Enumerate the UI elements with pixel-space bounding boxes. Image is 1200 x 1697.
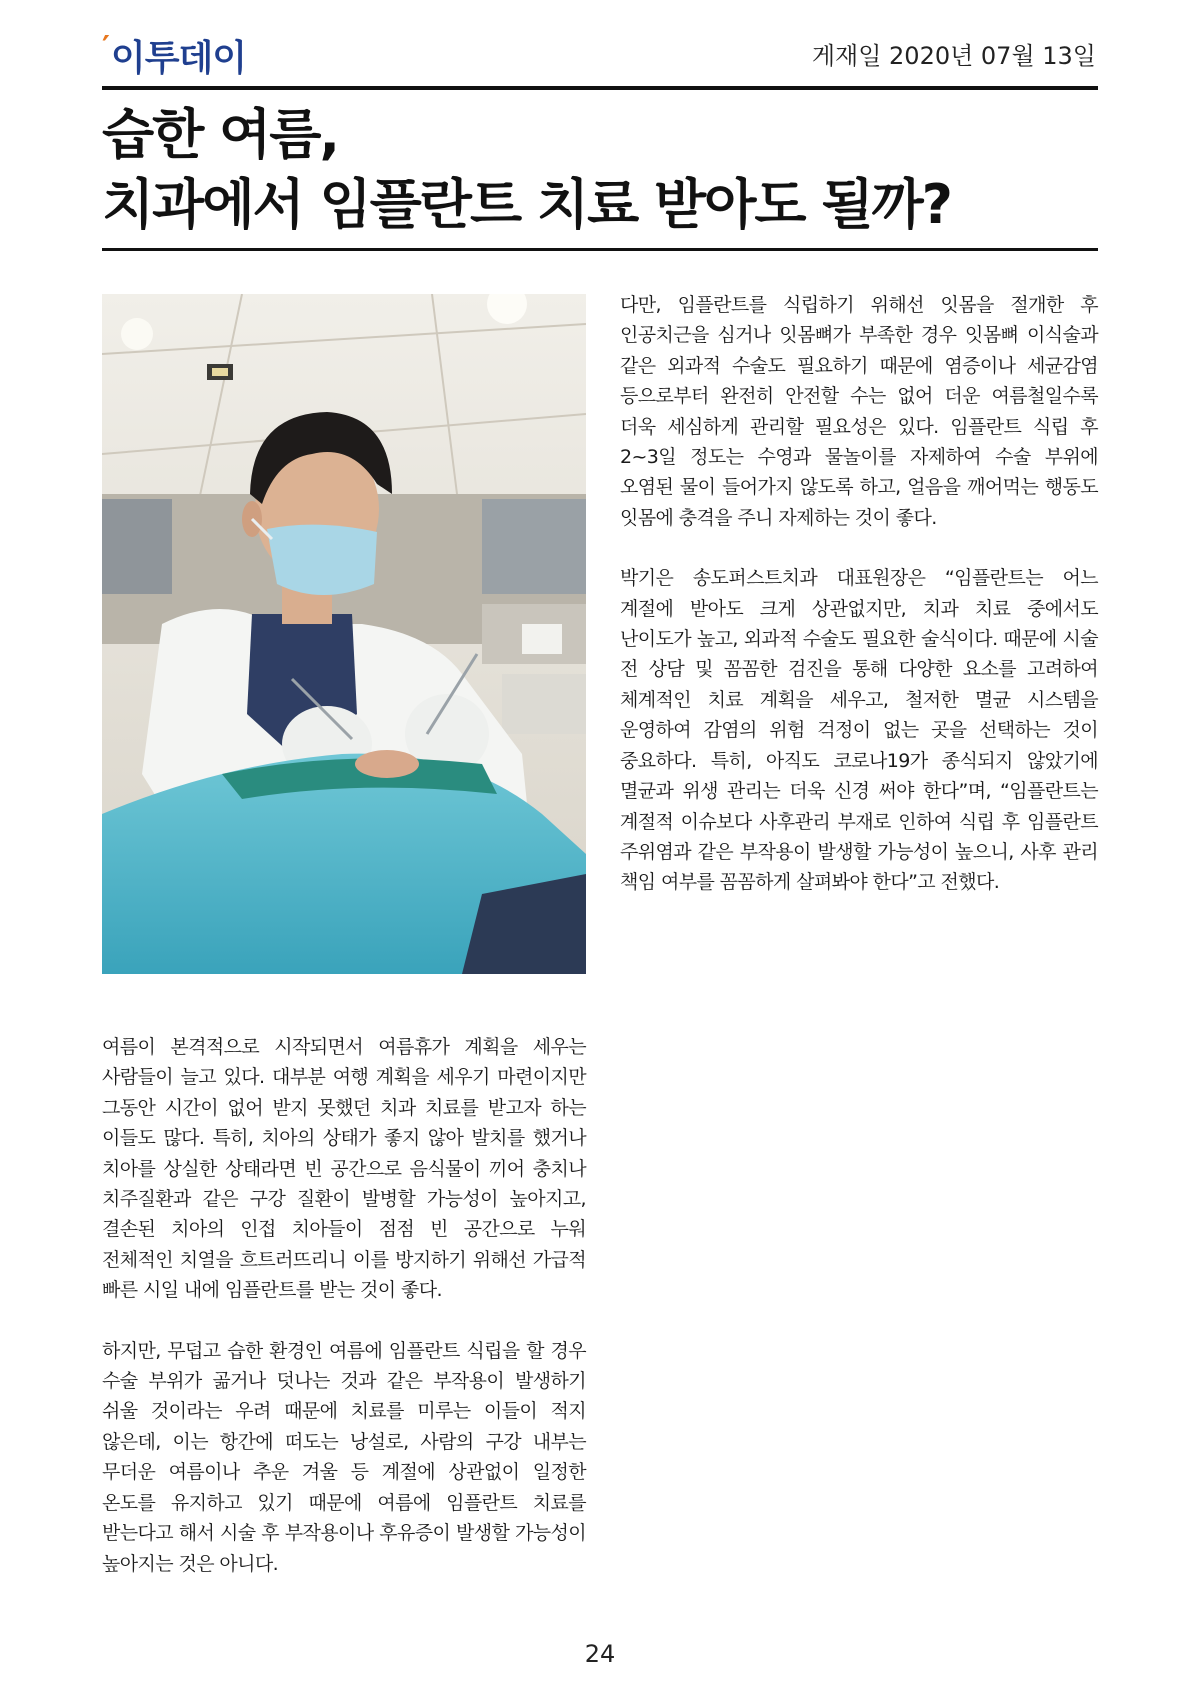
- header-divider: [102, 86, 1098, 90]
- logo-text: 이투데이: [110, 38, 247, 79]
- article-photo: [102, 294, 586, 974]
- paragraph: 하지만, 무덥고 습한 환경인 여름에 임플란트 식립을 할 경우 수술 부위가 곪거나 덧나는 것과 같은 부작용이 발생하기 쉬울 것이라는 우려 때문에 치료를 미루는 이들이 적지 않은데, 이는 항간에 떠도는 낭설로, 사람의 구강 내부는 무더운 여름이나 추운 겨울 등 계절에 상관없이 일정한 온도를 유지하고 있기 때문에 여름에 임플란트 치료를 받는다고 해서 시술 후 부작용이나 후유증이 발생할 가능성이 높아지는 것은 아니다.: [102, 1339, 586, 1575]
- article-headline: [102, 100, 1098, 240]
- page-number: 24: [584, 1640, 616, 1668]
- paragraph: 여름이 본격적으로 시작되면서 여름휴가 계획을 세우는 사람들이 늘고 있다. 대부분 여행 계획을 세우기 마련이지만 그동안 시간이 없어 받지 못했던 치과 치료를 받고자 하는 이들도 많다. 특히, 치아의 상태가 좋지 않아 발치를 했거나 치아를 상실한 상태라면 빈 공간으로 음식물이 끼어 충치나 치주질환과 같은 구강 질환이 발병할 가능성이 높아지고, 결손된 치아의 인접 치아들이 점점 빈 공간으로 누워 전체적인 치열을 흐트러뜨리니 이를 방지하기 위해선 가급적 빠른 시일 내에 임플란트를 받는 것이 좋다.: [102, 1036, 586, 1302]
- headline-divider: [102, 248, 1098, 251]
- article-column-left: [102, 1032, 586, 1609]
- paragraph: 박기은 송도퍼스트치과 대표원장은 “임플란트는 어느 계절에 받아도 크게 상관없지만, 치과 치료 중에서도 난이도가 높고, 외과적 수술도 필요한 술식이다. 때문에 시술 전 상담 및 꼼꼼한 검진을 통해 다양한 요소를 고려하여 체계적인 치료 계획을 세우고, 철저한 멸균 시스템을 운영하여 감염의 위험 걱정이 없는 곳을 선택하는 것이 중요하다. 특히, 아직도 코로나19가 종식되지 않았기에 멸균과 위생 관리는 더욱 신경 써야 한다”며, “임플란트는 계절적 이슈보다 사후관리 부재로 인하여 식립 후 임플란트 주위염과 같은 부작용이 발생할 가능성이 높으니, 사후 관리 책임 여부를 꼼꼼하게 살펴봐야 한다”고 전했다.: [620, 567, 1098, 894]
- paragraph: 다만, 임플란트를 식립하기 위해선 잇몸을 절개한 후 인공치근을 심거나 잇몸뼈가 부족한 경우 잇몸뼈 이식술과 같은 외과적 수술도 필요하기 때문에 염증이나 세균감염 등으로부터 완전히 안전할 수는 없어 더운 여름철일수록 더욱 세심하게 관리할 필요성은 있다. 임플란트 식립 후 2~3일 정도는 수영과 물놀이를 자제하여 수술 부위에 오염된 물이 들어가지 않도록 하고, 얼음을 깨어먹는 행동도 잇몸에 충격을 주니 자제하는 것이 좋다.: [620, 294, 1098, 529]
- publication-date: 게재일 2020년 07월 13일: [811, 42, 1096, 70]
- publication-logo: [102, 30, 246, 81]
- article-column-right: [620, 290, 1098, 928]
- logo-mark: ′: [102, 30, 109, 65]
- headline-line-2: 치과에서 임플란트 치료 받아도 될까?: [102, 173, 951, 236]
- headline-line-1: 습한 여름,: [102, 103, 338, 166]
